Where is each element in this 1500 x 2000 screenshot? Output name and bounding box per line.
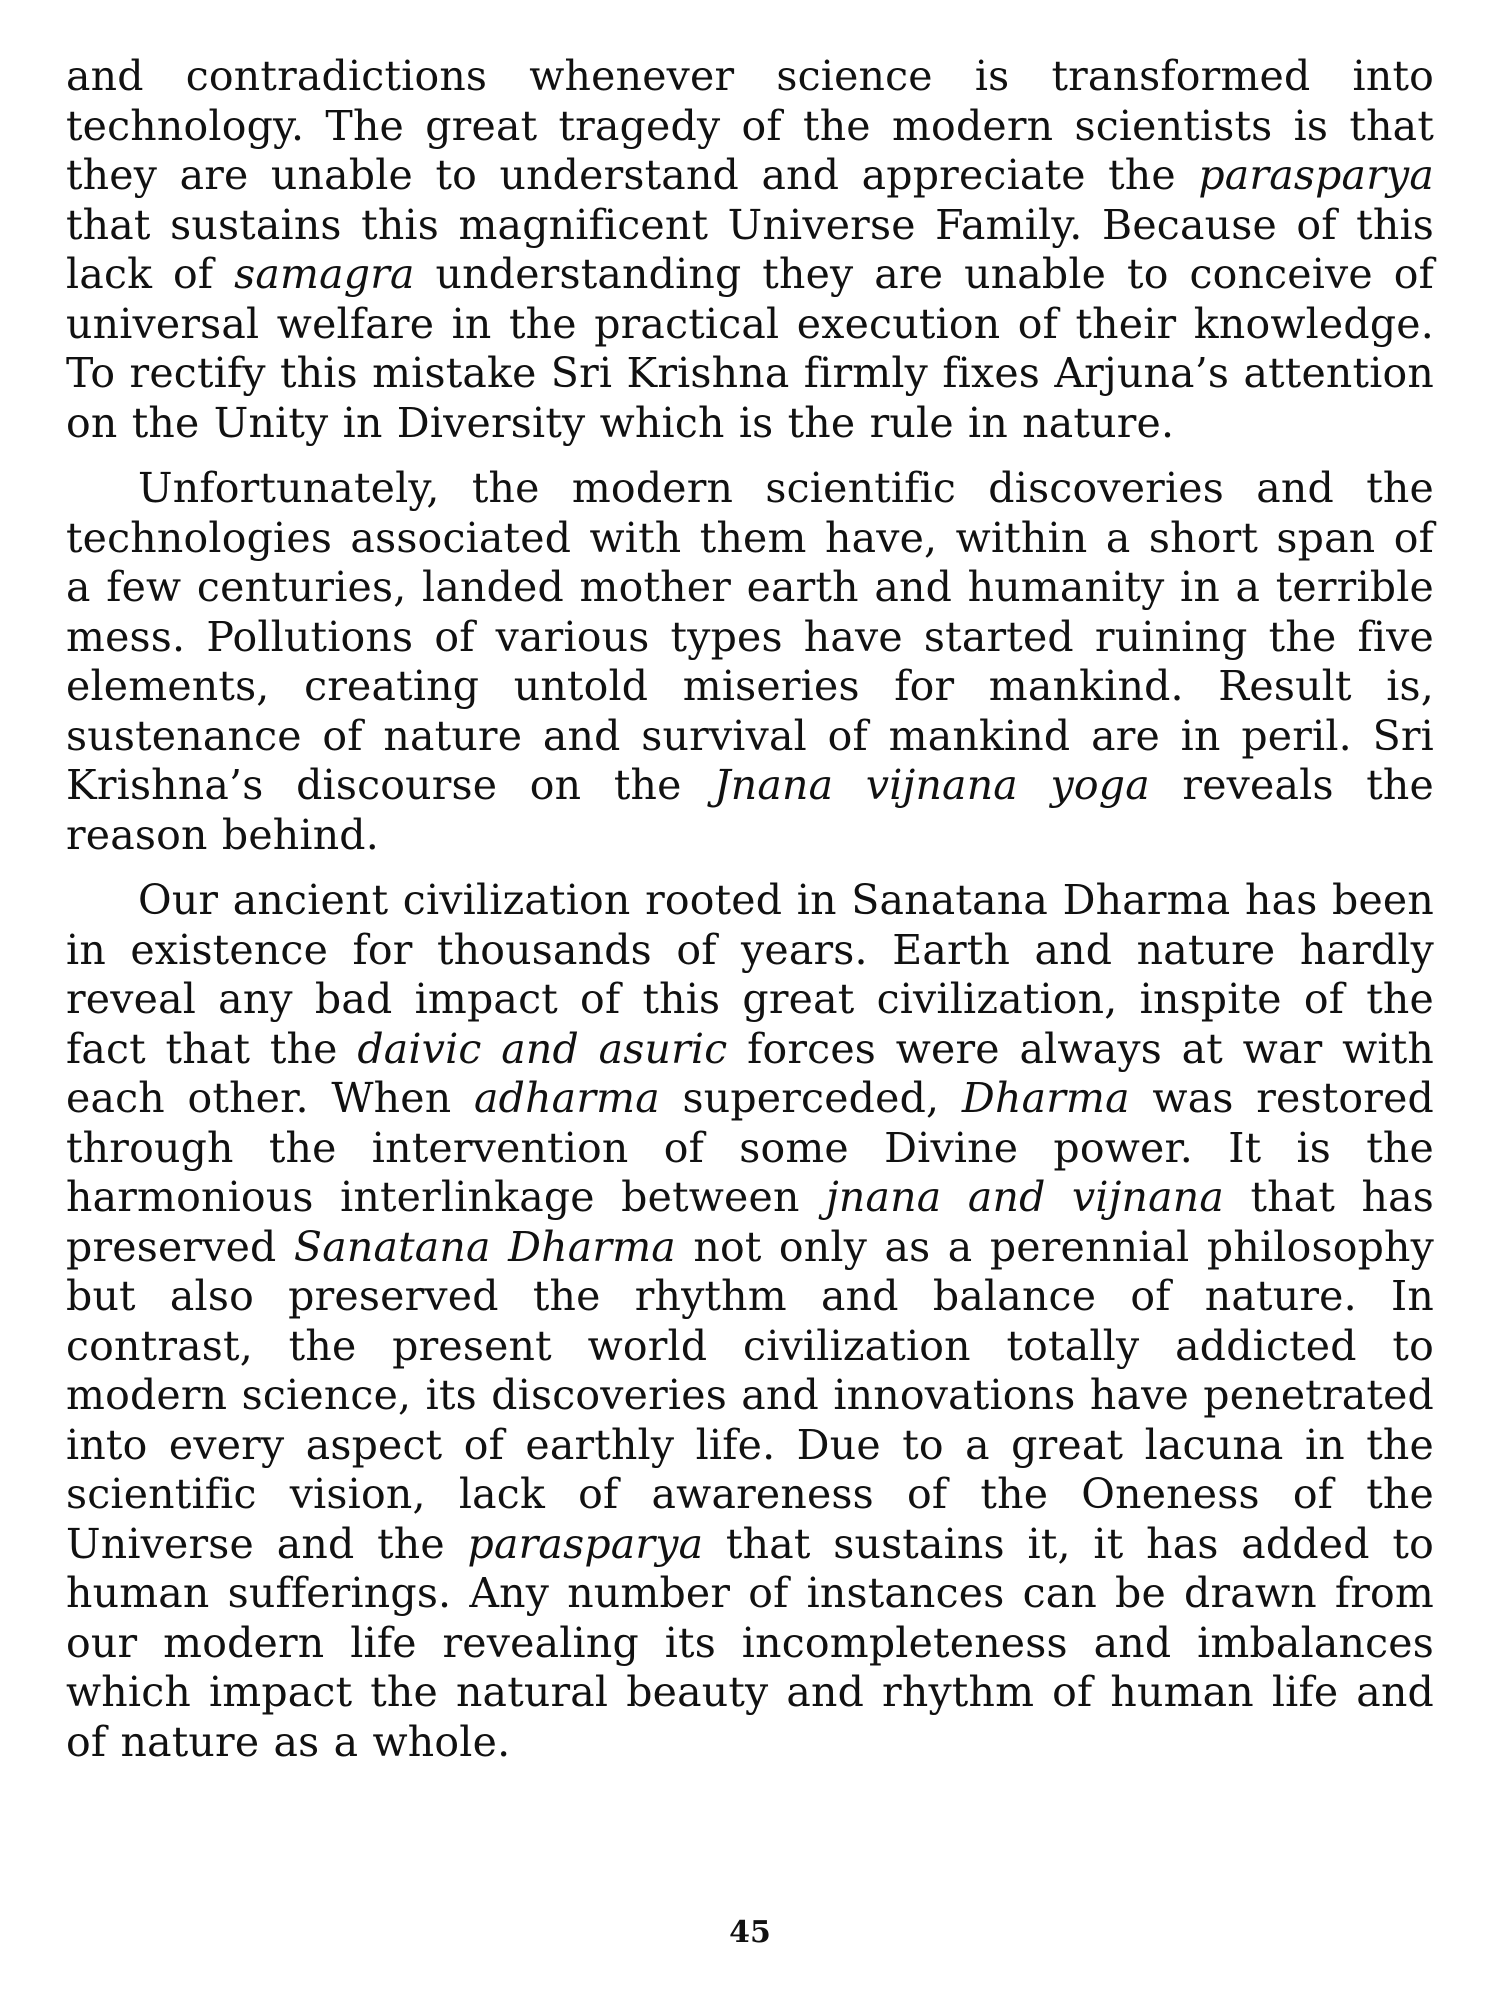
page-number: 45	[729, 1915, 771, 1950]
italic-term: samagra	[234, 250, 415, 298]
italic-term: Dharma	[961, 1074, 1130, 1122]
paragraph-3	[66, 876, 1434, 1767]
italic-term: Sanatana Dharma	[293, 1222, 676, 1271]
text-run: that sustains it, it has added to human sufferings. Any number of instances can be drawn from our modern life revealing its incompleteness and imbalances which impact the natural beauty and rhythm of human life and of nature as a whole.	[66, 1519, 1434, 1766]
text-run: understanding they are unable to conceive of universal welfare in the practical execution of their knowledge. To rectify this mistake Sri Krishna firmly fixes Arjuna’s attention on the Unity in Diversity which is the rule in nature.	[66, 250, 1434, 447]
text-run: reveals the reason behind.	[66, 761, 1434, 859]
text-run: not only as a perennial philosophy but also preserved the rhythm and balance of nature. In contrast, the present world civilization totally addicted to modern science, its discoveries and innovations have penetrated into every aspect of earthly life. Due to a great lacuna in the scientific vision, lack of awareness of the Oneness of the Universe and the	[66, 1222, 1435, 1568]
paragraph-1	[66, 52, 1434, 448]
page-body	[66, 52, 1434, 1767]
italic-term: jnana and vijnana	[826, 1173, 1225, 1221]
text-run: that sustains this magnificent Universe Family. Because of this lack of	[66, 200, 1434, 298]
text-run: was restored through the intervention of some Divine power. It is the harmonious interlinkage between	[66, 1074, 1435, 1221]
text-run: superceded,	[659, 1074, 962, 1122]
italic-term: adharma	[473, 1074, 660, 1122]
text-run: Unfortunately, the modern scientific discoveries and the technologies associated with them have, within a short span of a few centuries, landed mother earth and humanity in a terrible mess. Pollutions of various types have started ruining the five elements, creating untold miseries for mankind. Result is, sustenance of nature and survival of mankind are in peril. Sri Krishna’s discourse on the	[66, 464, 1434, 809]
italic-term: Jnana vijnana yoga	[714, 761, 1150, 809]
text-run: Our ancient civilization rooted in Sanatana Dharma has been in existence for thousands of years. Earth and nature hardly reveal any bad impact of this great civilization, inspite of the fact that the	[66, 876, 1434, 1073]
text-run: that has preserved	[66, 1173, 1434, 1271]
italic-term: parasparya	[467, 1519, 704, 1568]
italic-term: daivic and asuric	[357, 1024, 728, 1073]
text-run: forces were always at war with each other. When	[66, 1024, 1435, 1122]
paragraph-2	[66, 464, 1434, 860]
italic-term: parasparya	[1198, 151, 1434, 199]
text-run: and contradictions whenever science is transformed into technology. The great tragedy of the modern scientists is that they are unable to understand and appreciate the	[66, 52, 1434, 199]
